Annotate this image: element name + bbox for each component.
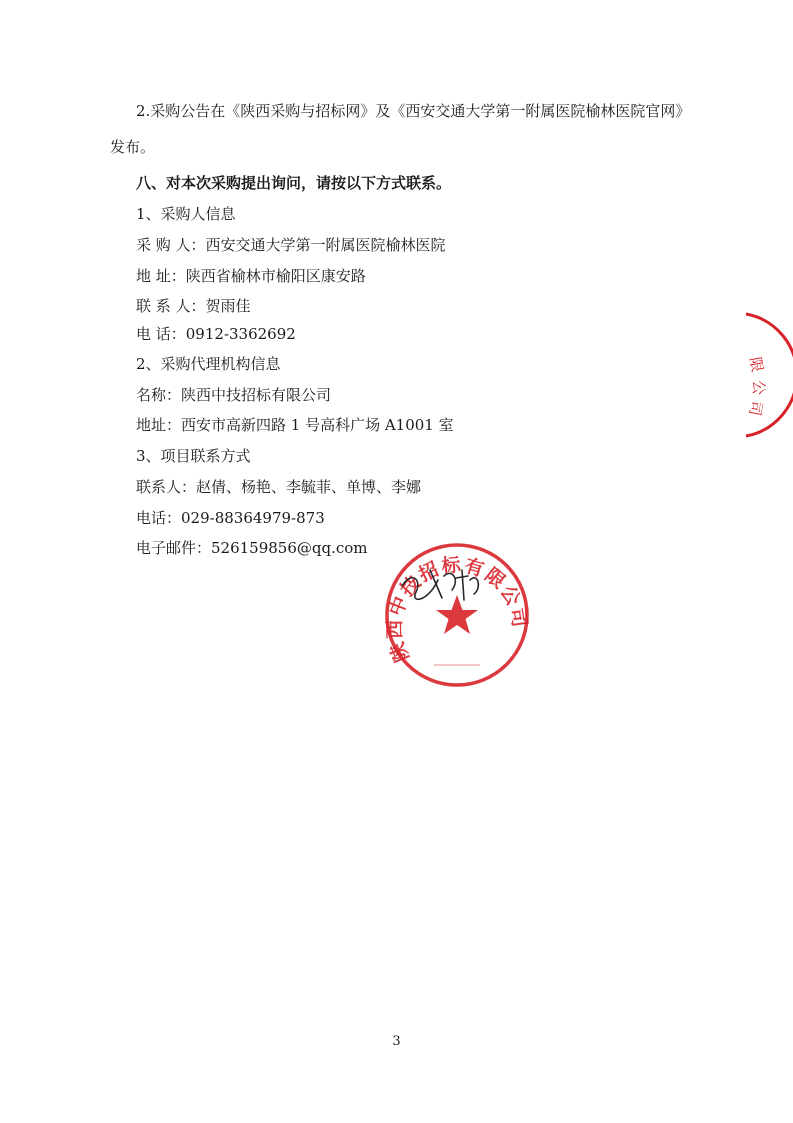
edge-seal-stamp [728, 310, 793, 440]
agency-address: 地址：西安市高新四路 1 号高科广场 A1001 室 [136, 416, 454, 434]
project-email: 电子邮件：526159856@qq.com [136, 539, 368, 557]
purchaser-info-heading: 1、采购人信息 [136, 205, 236, 223]
purchase-notice-line: 2.采购公告在《陕西采购与招标网》及《西安交通大学第一附属医院榆林医院官网》 [136, 102, 691, 120]
purchaser-name: 采 购 人：西安交通大学第一附属医院榆林医院 [136, 236, 446, 254]
project-phone: 电话：029-88364979-873 [136, 509, 325, 527]
section-8-heading: 八、对本次采购提出询问，请按以下方式联系。 [136, 174, 452, 192]
svg-text:司: 司 [745, 399, 766, 418]
purchaser-address: 地 址：陕西省榆林市榆阳区康安路 [136, 267, 366, 285]
project-contacts: 联系人：赵倩、杨艳、李毓菲、单博、李娜 [136, 478, 422, 496]
purchaser-contact: 联 系 人：贺雨佳 [136, 297, 251, 315]
seal-text: 陕西中技招标有限公司 [383, 553, 531, 665]
svg-text:限: 限 [746, 355, 767, 374]
company-seal-stamp [382, 540, 532, 690]
page-number: 3 [392, 1034, 401, 1049]
publish-line: 发布。 [110, 138, 156, 156]
agency-name: 名称：陕西中技招标有限公司 [136, 386, 332, 404]
project-contact-heading: 3、项目联系方式 [136, 447, 251, 465]
agency-info-heading: 2、采购代理机构信息 [136, 355, 281, 373]
svg-text:公: 公 [750, 380, 768, 396]
purchaser-phone: 电 话：0912-3362692 [136, 325, 296, 343]
